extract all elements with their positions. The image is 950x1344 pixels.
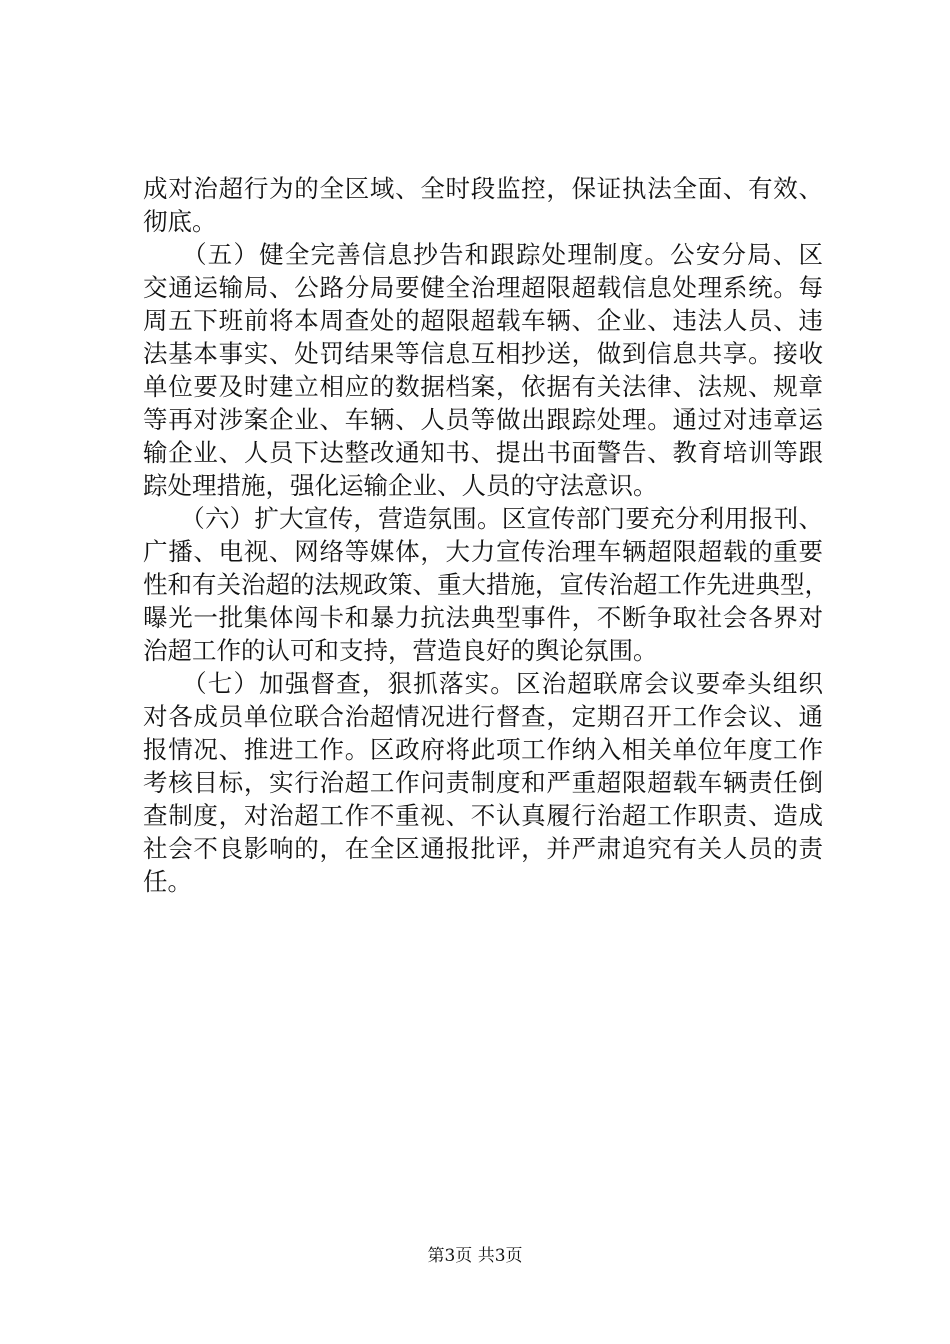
page-footer: 第3页 共3页 [427, 1246, 523, 1266]
text-line: 彻底。 [143, 207, 217, 236]
text-line: （五）健全完善信息抄告和跟踪处理制度。公安分局、区 [143, 240, 823, 269]
text-line: 单位要及时建立相应的数据档案，依据有关法律、法规、规章 [143, 372, 823, 401]
text-line: 对各成员单位联合治超情况进行督查，定期召开工作会议、通 [143, 702, 823, 731]
text-line: 周五下班前将本周查处的超限超载车辆、企业、违法人员、违 [143, 306, 823, 335]
text-line: 交通运输局、公路分局要健全治理超限超载信息处理系统。每 [143, 273, 823, 302]
text-line: 广播、电视、网络等媒体，大力宣传治理车辆超限超载的重要 [143, 537, 823, 566]
text-line: 踪处理措施，强化运输企业、人员的守法意识。 [143, 471, 658, 500]
text-line: 查制度，对治超工作不重视、不认真履行治超工作职责、造成 [143, 801, 823, 830]
text-line: 报情况、推进工作。区政府将此项工作纳入相关单位年度工作 [143, 735, 823, 764]
text-line: 任。 [143, 867, 192, 896]
text-line: 等再对涉案企业、车辆、人员等做出跟踪处理。通过对违章运 [143, 405, 823, 434]
text-line: 性和有关治超的法规政策、重大措施，宣传治超工作先进典型， [143, 570, 829, 599]
text-line: 成对治超行为的全区域、全时段监控，保证执法全面、有效、 [143, 174, 823, 203]
text-line: （七）加强督查，狠抓落实。区治超联席会议要牵头组织 [143, 669, 823, 698]
document-body [143, 172, 829, 898]
text-line: 输企业、人员下达整改通知书、提出书面警告、教育培训等跟 [143, 438, 823, 467]
text-line: 治超工作的认可和支持，营造良好的舆论氛围。 [143, 636, 658, 665]
text-line: （六）扩大宣传，营造氛围。区宣传部门要充分利用报刊、 [143, 504, 823, 533]
text-line: 法基本事实、处罚结果等信息互相抄送，做到信息共享。接收 [143, 339, 823, 368]
text-line: 曝光一批集体闯卡和暴力抗法典型事件，不断争取社会各界对 [143, 603, 823, 632]
text-line: 社会不良影响的，在全区通报批评，并严肃追究有关人员的责 [143, 834, 823, 863]
text-line: 考核目标，实行治超工作问责制度和严重超限超载车辆责任倒 [143, 768, 823, 797]
